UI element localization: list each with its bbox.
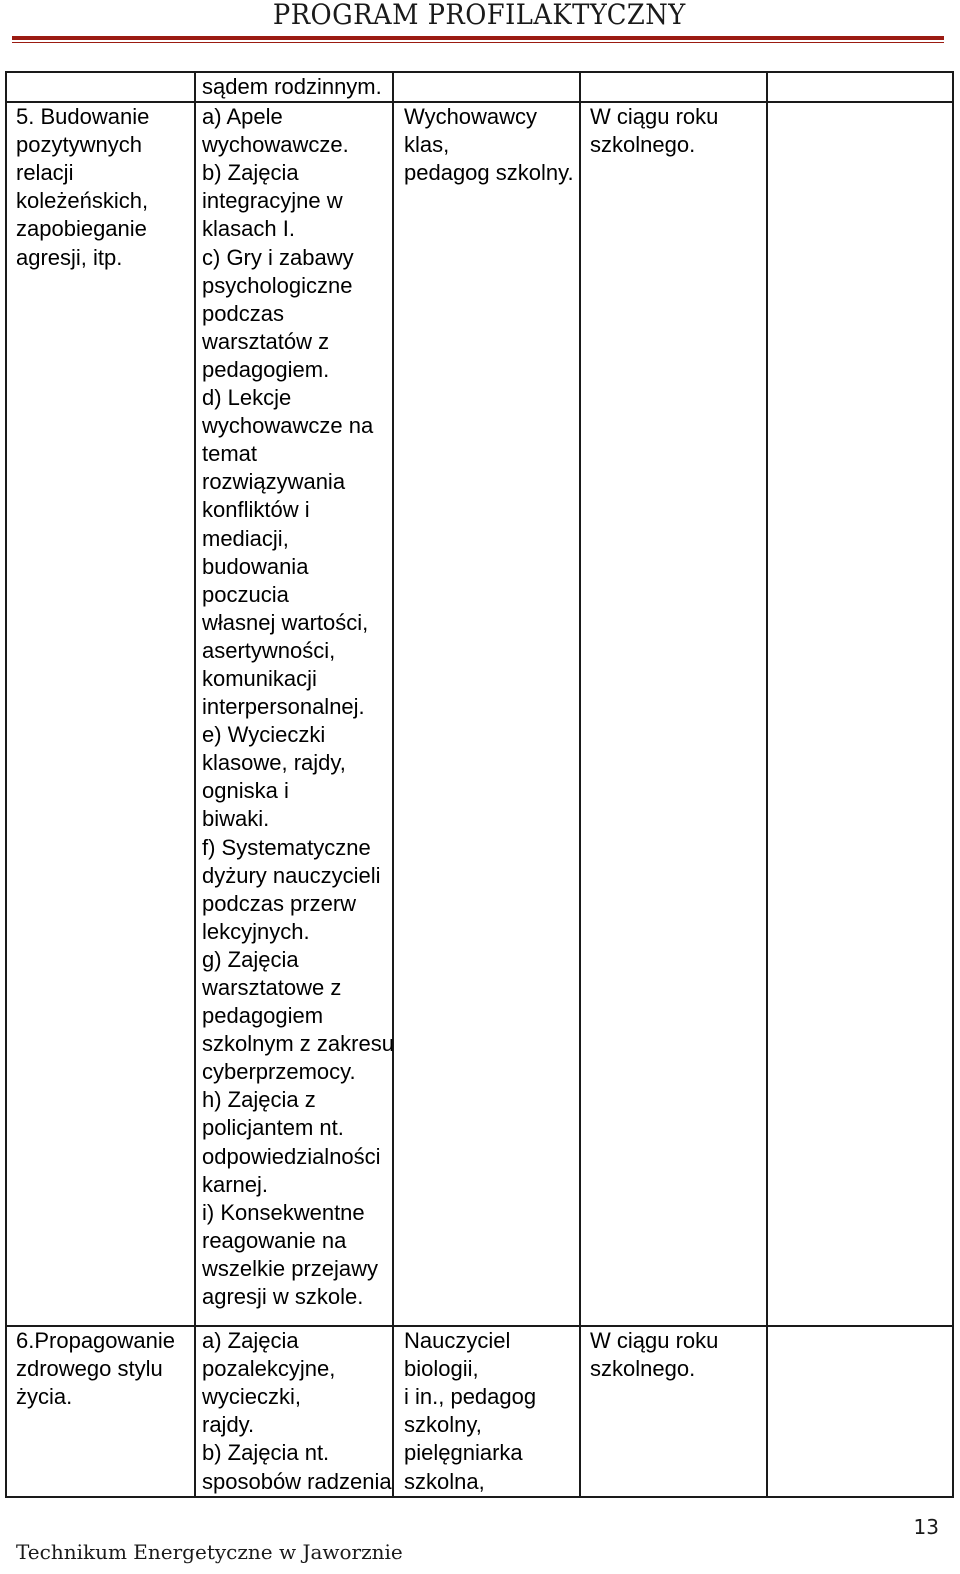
- cell-text-line: pielęgniarka: [404, 1440, 523, 1466]
- cell-text-line: f) Systematyczne: [202, 834, 371, 860]
- cell-text-line: wycieczki,: [202, 1384, 302, 1410]
- footer-school-name: Technikum Energetyczne w Jaworznie: [16, 1540, 403, 1564]
- cell-text-line: pozytywnych: [16, 132, 142, 158]
- cell-text-line: biwaki.: [202, 806, 270, 832]
- table-cell: [767, 72, 953, 102]
- program-table: [5, 71, 954, 1498]
- table-cell: [6, 72, 195, 102]
- cell-text-line: relacji: [16, 160, 74, 186]
- cell-text-line: e) Wycieczki: [202, 722, 326, 748]
- cell-text-line: pedagog szkolny.: [404, 160, 574, 186]
- cell-text-line: policjantem nt.: [202, 1115, 344, 1141]
- cell-text-line: wychowawcze.: [202, 132, 349, 158]
- cell-text-line: klasach I.: [202, 216, 295, 242]
- cell-text-line: Nauczyciel: [404, 1328, 511, 1354]
- cell-text-line: ogniska i: [202, 778, 289, 804]
- cell-responsible: [393, 1326, 580, 1497]
- cell-goal: [6, 1326, 195, 1497]
- cell-text-line: a) Zajęcia: [202, 1328, 299, 1354]
- cell-forms: [195, 102, 393, 1326]
- page-number: 13: [913, 1515, 939, 1539]
- table-continuation-row: [6, 72, 953, 102]
- page-header-title: PROGRAM PROFILAKTYCZNY: [273, 0, 686, 31]
- cell-text-line: dyżury nauczycieli: [202, 862, 381, 888]
- cell-text-line: Wychowawcy: [404, 104, 538, 130]
- cell-text-line: klas,: [404, 132, 450, 158]
- cell-text-line: interpersonalnej.: [202, 694, 365, 720]
- cell-text-line: g) Zajęcia: [202, 946, 299, 972]
- cell-text-line: W ciągu roku: [590, 1328, 719, 1354]
- table-row: [6, 1326, 953, 1497]
- cell-text-line: W ciągu roku: [590, 104, 719, 130]
- cell-text-line: i in., pedagog: [404, 1384, 537, 1410]
- cell-text-line: integracyjne w: [202, 188, 343, 214]
- cell-text-line: wszelkie przejawy: [202, 1255, 379, 1281]
- cell-text-line: reagowanie na: [202, 1227, 347, 1253]
- cell-term: [580, 1326, 767, 1497]
- cell-text-line: szkolnego.: [590, 132, 696, 158]
- cell-text-line: konfliktów i: [202, 497, 310, 523]
- cell-text-line: agresji, itp.: [16, 244, 123, 270]
- cell-notes: [767, 1326, 953, 1497]
- cell-text-line: poczucia: [202, 581, 289, 607]
- cell-text-line: podczas przerw: [202, 890, 357, 916]
- table-row: [6, 102, 953, 1326]
- cell-responsible-lines: [394, 103, 579, 187]
- cell-text-line: lekcyjnych.: [202, 918, 310, 944]
- table-cell: [393, 72, 580, 102]
- cell-text-line: pozalekcyjne,: [202, 1356, 336, 1382]
- cell-text-line: wychowawcze na: [202, 413, 374, 439]
- table-cell: [195, 72, 393, 102]
- cell-text-line: biologii,: [404, 1356, 479, 1382]
- cell-term: [580, 102, 767, 1326]
- cell-text-line: komunikacji: [202, 665, 317, 691]
- cell-text-line: rozwiązywania: [202, 469, 346, 495]
- cell-forms: [195, 1326, 393, 1497]
- cell-text-line: karnej.: [202, 1171, 269, 1197]
- cell-text-line: odpowiedzialności: [202, 1143, 381, 1169]
- cell-text-line: cyberprzemocy.: [202, 1059, 356, 1085]
- cell-responsible: [393, 102, 580, 1326]
- cell-text-line: szkolnym z zakresu: [202, 1031, 394, 1057]
- cell-text-line: warsztatów z: [202, 328, 330, 354]
- cell-text-line: warsztatowe z: [202, 975, 342, 1000]
- cell-notes: [767, 102, 953, 1326]
- cell-forms-lines: [196, 103, 392, 1311]
- cell-text-line: b) Zajęcia nt.: [202, 1440, 330, 1466]
- cell-text-line: szkolny,: [404, 1412, 482, 1438]
- cell-text-line: pedagogiem.: [202, 356, 330, 382]
- cell-text-line: zapobieganie: [16, 216, 147, 242]
- cell-term-lines: [581, 1327, 766, 1383]
- cell-forms-lines: [196, 73, 392, 101]
- cell-text-line: sposobów radzenia: [202, 1468, 392, 1494]
- cell-text-line: temat: [202, 441, 258, 467]
- cell-text-line: mediacji,: [202, 525, 289, 551]
- cell-text-line: podczas: [202, 300, 284, 326]
- cell-term-lines: [581, 103, 766, 159]
- cell-text-line: życia.: [16, 1384, 73, 1410]
- header-rule-thick: [12, 36, 944, 40]
- cell-text-line: 6.Propagowanie: [16, 1328, 176, 1354]
- cell-goal: [6, 102, 195, 1326]
- cell-text-line: własnej wartości,: [202, 609, 369, 635]
- cell-text-line: pedagogiem: [202, 1003, 324, 1029]
- cell-goal-lines: [7, 103, 194, 272]
- cell-text-line: b) Zajęcia: [202, 160, 299, 186]
- cell-text-line: asertywności,: [202, 637, 336, 663]
- cell-text-line: i) Konsekwentne: [202, 1199, 365, 1225]
- cell-text-line: psychologiczne: [202, 272, 353, 298]
- cell-text-line: sądem rodzinnym.: [202, 74, 382, 99]
- cell-text-line: szkolnego.: [590, 1356, 696, 1382]
- cell-text-line: c) Gry i zabawy: [202, 244, 354, 270]
- cell-text-line: a) Apele: [202, 104, 283, 130]
- cell-responsible-lines: [394, 1327, 579, 1496]
- cell-text-line: budowania: [202, 553, 309, 579]
- cell-text-line: klasowe, rajdy,: [202, 750, 346, 776]
- cell-forms-lines: [196, 1327, 392, 1496]
- table-cell: [580, 72, 767, 102]
- header-rule-thin: [12, 42, 944, 43]
- cell-text-line: rajdy.: [202, 1412, 255, 1438]
- cell-goal-lines: [7, 1327, 194, 1411]
- cell-text-line: 5. Budowanie: [16, 104, 150, 130]
- cell-text-line: h) Zajęcia z: [202, 1087, 316, 1113]
- cell-text-line: d) Lekcje: [202, 385, 292, 411]
- cell-text-line: agresji w szkole.: [202, 1284, 364, 1310]
- cell-text-line: szkolna,: [404, 1468, 485, 1494]
- cell-text-line: koleżeńskich,: [16, 188, 149, 214]
- cell-text-line: zdrowego stylu: [16, 1356, 163, 1382]
